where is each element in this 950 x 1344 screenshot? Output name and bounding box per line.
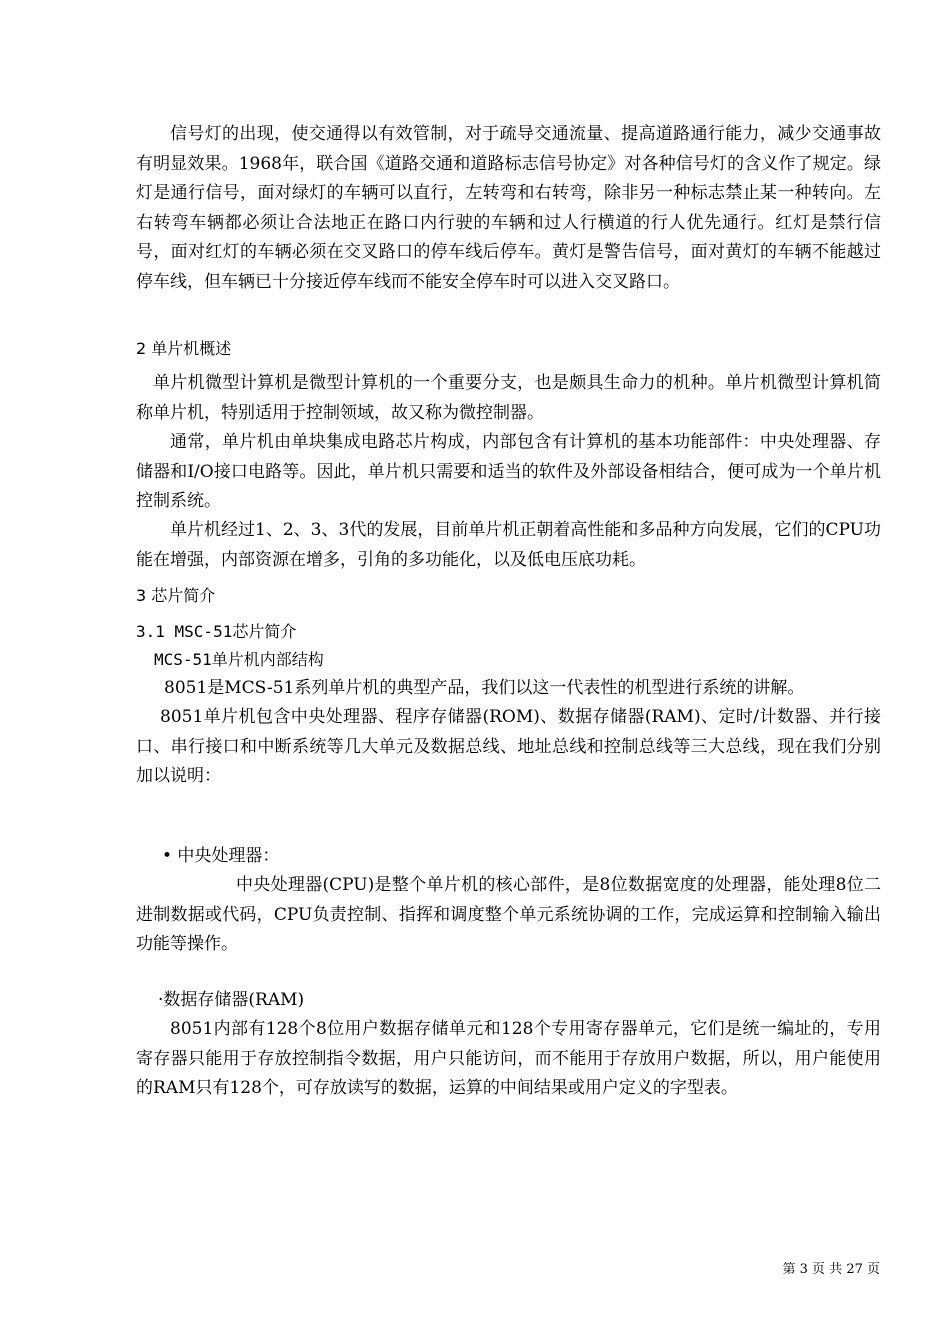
mcu-paragraph-2: 通常，单片机由单块集成电路芯片构成，内部包含有计算机的基本功能部件：中央处理器、存储器和I/O接口电路等。因此，单片机只需要和适当的软件及外部设备相结合，便可成为一个单片机控制系统。 xyxy=(136,432,881,511)
cpu-bullet: • 中央处理器： xyxy=(162,846,280,866)
mcu-paragraph-3: 单片机经过1、2、3、3代的发展，目前单片机正朝着高性能和多品种方向发展，它们的CPU功能在增强，内部资源在增多，引角的多功能化，以及低电压底功耗。 xyxy=(136,520,881,570)
page-number-footer: 第 3 页 共 27 页 xyxy=(782,1262,880,1277)
cpu-paragraph: 中央处理器(CPU)是整个单片机的核心部件，是8位数据宽度的处理器，能处理8位二进制数据或代码，CPU负责控制、指挥和调度整个单元系统协调的工作，完成运算和控制输入输出功能等操作。 xyxy=(136,875,881,954)
section-heading-3-1: 3.1 MSC-51芯片简介 xyxy=(136,622,297,641)
paragraph-8051-units: 8051单片机包含中央处理器、程序存储器(ROM)、数据存储器(RAM)、定时/计数器、并行接口、串行接口和中断系统等几大单元及数据总线、地址总线和控制总线等三大总线，现在我们分别加以说明： xyxy=(136,707,881,786)
mcs-structure-title: MCS-51单片机内部结构 xyxy=(154,650,324,669)
ram-paragraph: 8051内部有128个8位用户数据存储单元和128个专用寄存器单元，它们是统一编址的，专用寄存器只能用于存放控制指令数据，用户只能访问，而不能用于存放用户数据，所以，用户能使用的RAM只有128个，可存放读写的数据，运算的中间结果或用户定义的字型表。 xyxy=(136,1019,881,1098)
intro-paragraph: 信号灯的出现，使交通得以有效管制，对于疏导交通流量、提高道路通行能力，减少交通事故有明显效果。1968年，联合国《道路交通和道路标志信号协定》对各种信号灯的含义作了规定。绿灯是通行信号，面对绿灯的车辆可以直行，左转弯和右转弯，除非另一种标志禁止某一种转向。左右转弯车辆都必须让合法地正在路口内行驶的车辆和过人行横道的行人优先通行。红灯是禁行信号，面对红灯的车辆必须在交叉路口的停车线后停车。黄灯是警告信号，面对黄灯的车辆不能越过停车线，但车辆已十分接近停车线而不能安全停车时可以进入交叉路口。 xyxy=(136,124,881,292)
section-heading-2: 2 单片机概述 xyxy=(136,339,232,358)
paragraph-8051-intro: 8051是MCS-51系列单片机的典型产品，我们以这一代表性的机型进行系统的讲解。 xyxy=(164,678,805,698)
ram-bullet: ·数据存储器(RAM) xyxy=(158,990,305,1010)
section-heading-3: 3 芯片简介 xyxy=(136,586,216,605)
mcu-paragraph-1: 单片机微型计算机是微型计算机的一个重要分支，也是颇具生命力的机种。单片机微型计算机简称单片机，特别适用于控制领域，故又称为微控制器。 xyxy=(136,373,881,423)
